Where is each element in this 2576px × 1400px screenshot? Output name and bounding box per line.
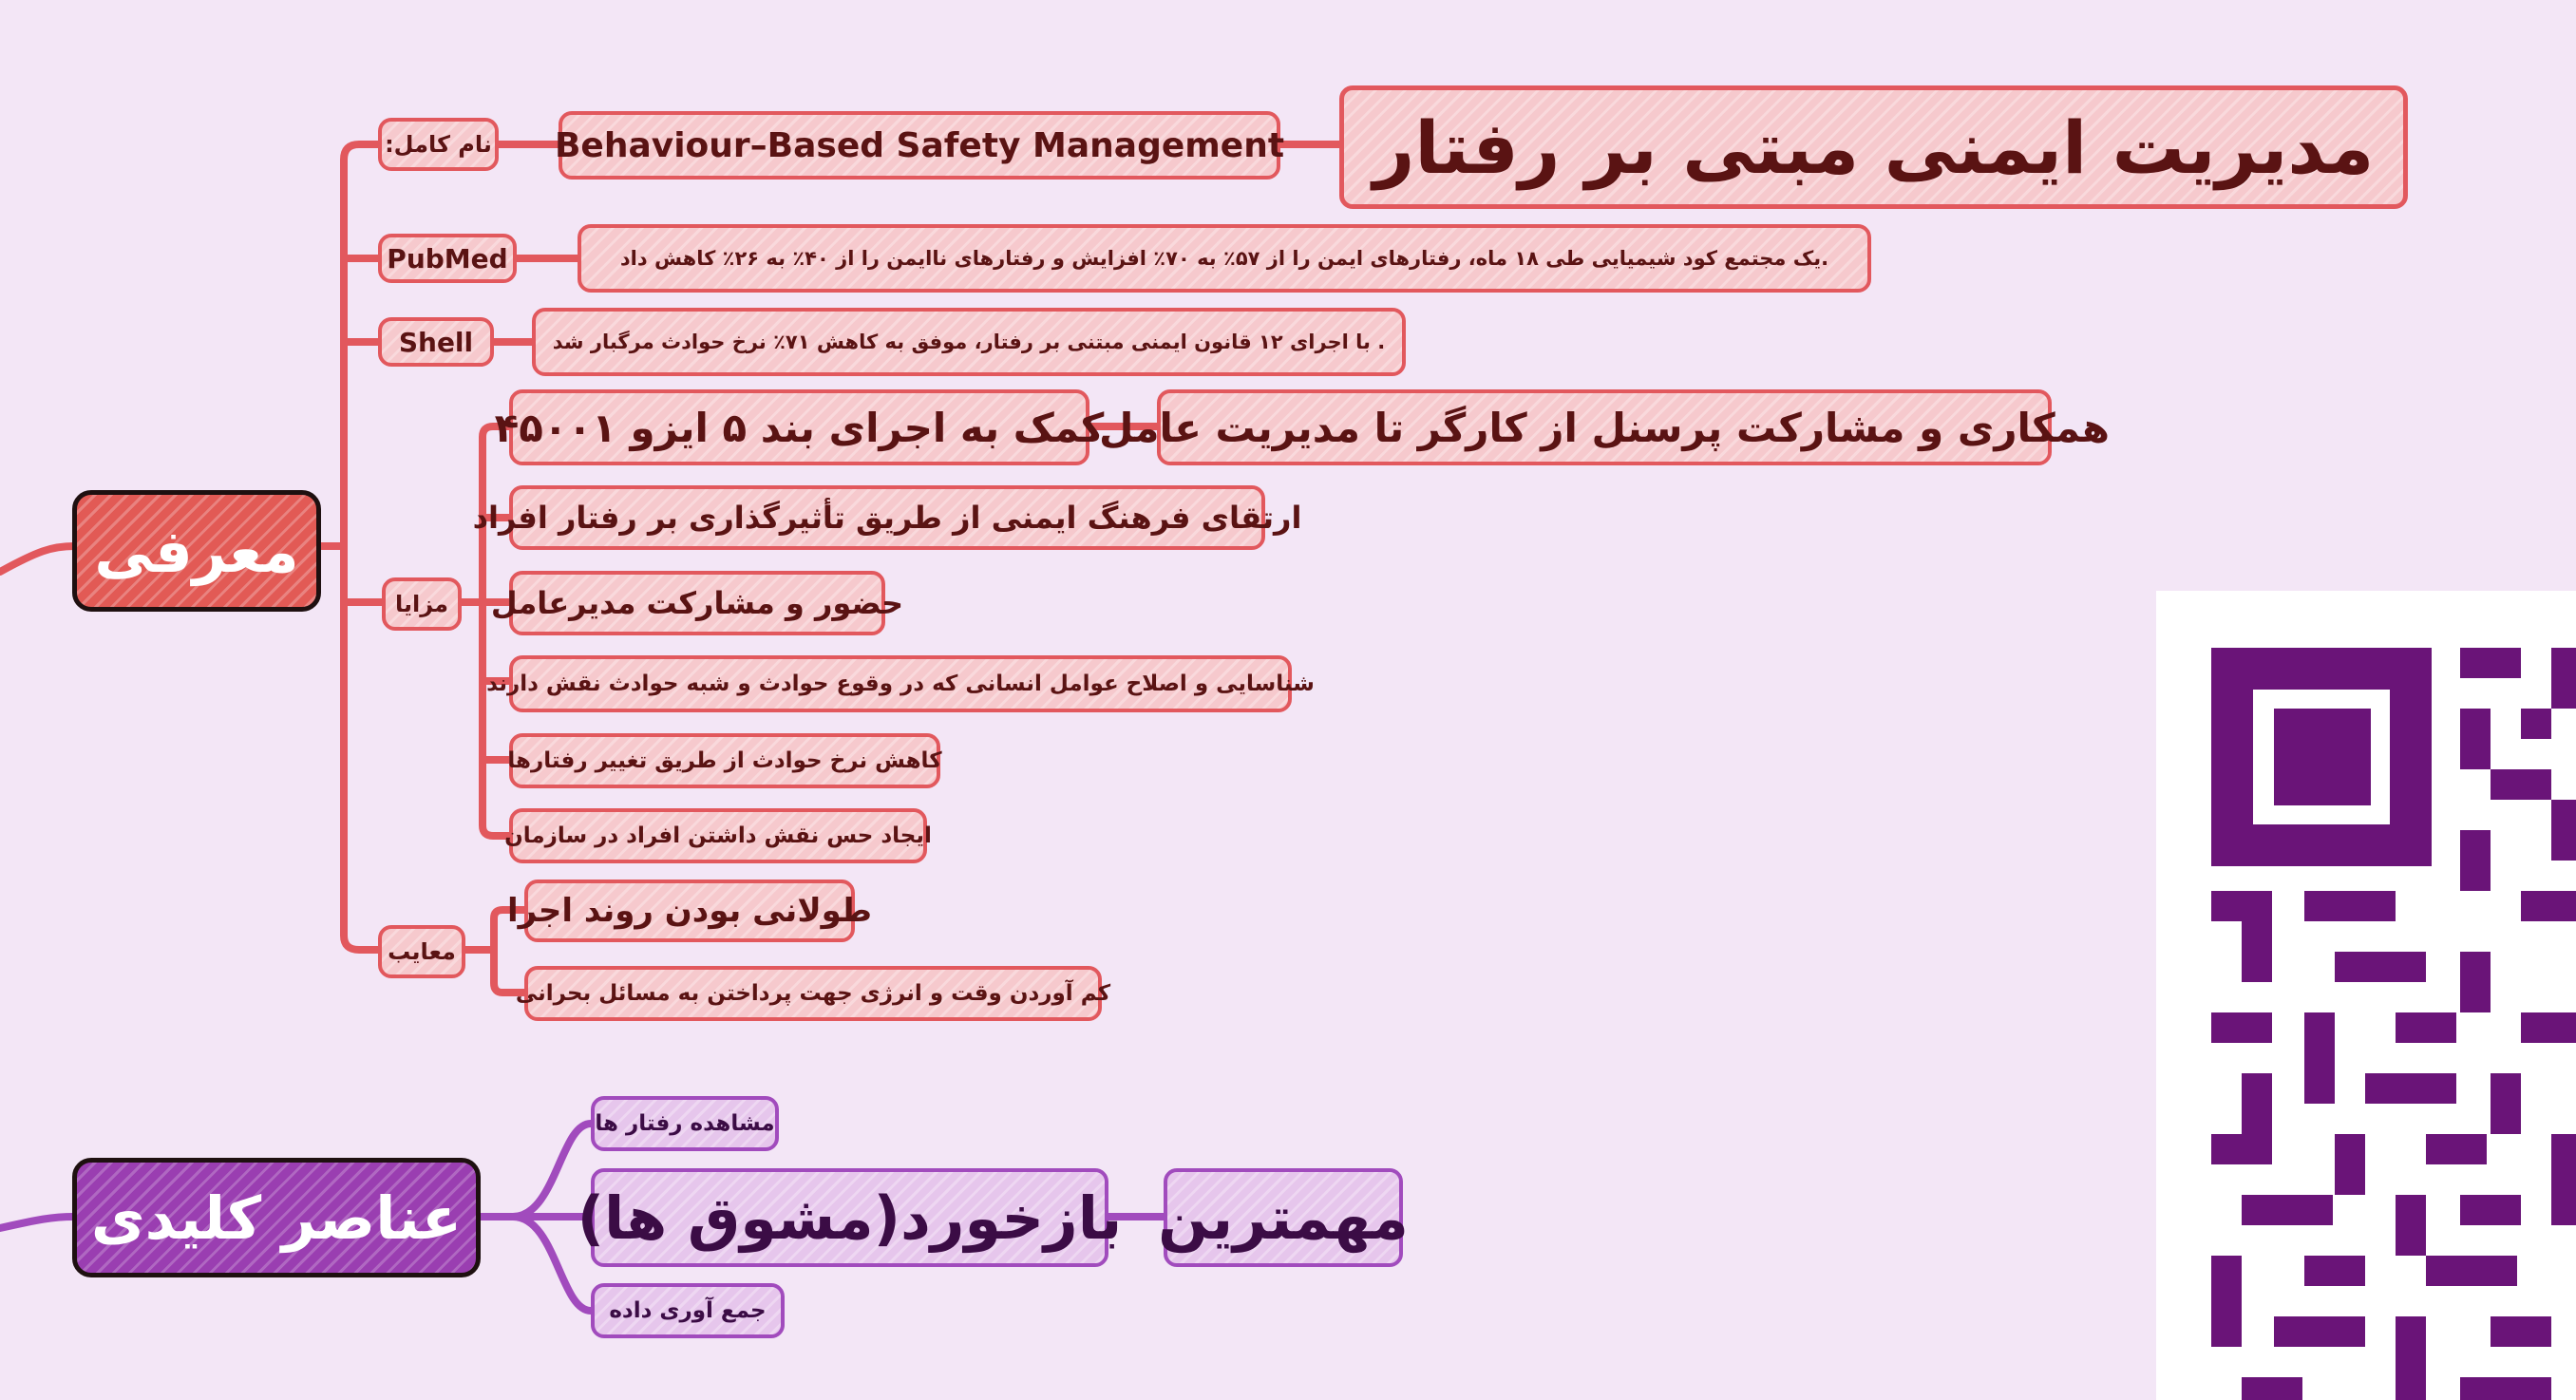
advantage-item[interactable] bbox=[494, 389, 1105, 465]
intro-main-topic[interactable] bbox=[72, 490, 321, 612]
shell-text-node[interactable] bbox=[532, 308, 1406, 376]
advantage-item[interactable] bbox=[490, 571, 904, 635]
key-element-item-text: بازخورد(مشوق ها) bbox=[577, 1182, 1123, 1253]
title-text: مدیریت ایمنی مبتی بر رفتار bbox=[1373, 104, 2375, 190]
english-name-text: Behaviour–Based Safety Management bbox=[554, 125, 1285, 165]
intro-main-topic-label: معرفی bbox=[94, 516, 299, 586]
pubmed-label-node[interactable] bbox=[378, 234, 517, 283]
key-element-item[interactable] bbox=[591, 1096, 779, 1151]
disadvantage-item[interactable] bbox=[515, 966, 1111, 1021]
shell-text: . با اجرای ۱۲ قانون ایمنی مبتنی بر رفتار، موفق به کاهش ۷۱٪ نرخ حوادث مرگبار شد bbox=[552, 331, 1386, 353]
advantage-item[interactable] bbox=[472, 485, 1302, 550]
advantage-item-text: حضور و مشارکت مدیرعامل bbox=[490, 585, 904, 621]
advantage-detail-text: همکاری و مشارکت پرسنل از کارگر تا مدیریت عامل bbox=[1098, 404, 2111, 451]
disadvantage-item-text: کم آوردن وقت و انرژی جهت پرداختن به مسائل بحرانی bbox=[515, 981, 1111, 1006]
advantage-detail-node[interactable] bbox=[1098, 389, 2111, 465]
advantage-item-text: شناسایی و اصلاح عوامل انسانی که در وقوع حوادث و شبه حوادث نقش دارند bbox=[486, 672, 1315, 696]
advantage-item[interactable] bbox=[504, 808, 932, 863]
disadvantage-item[interactable] bbox=[507, 880, 872, 942]
qr-code-pattern bbox=[2156, 591, 2576, 1400]
most-important-node[interactable] bbox=[1158, 1168, 1409, 1267]
key-element-item-text: جمع آوری داده bbox=[609, 1298, 767, 1323]
advantage-item[interactable] bbox=[486, 655, 1315, 712]
advantage-item-text: ارتقای فرهنگ ایمنی از طریق تأثیرگذاری بر رفتار افراد bbox=[472, 500, 1302, 536]
pubmed-text: .یک مجتمع کود شیمیایی طی ۱۸ ماه، رفتارهای ایمن را از ۵۷٪ به ۷۰٪ افزایش و رفتارهای ناایمن را از ۴۰٪ به ۲۶٪ کاهش داد bbox=[619, 247, 1829, 270]
full-name-label-node[interactable] bbox=[378, 118, 499, 171]
pubmed-text-node[interactable] bbox=[578, 224, 1871, 293]
key-element-item-text: مشاهده رفتار ها bbox=[595, 1111, 775, 1136]
pubmed-label: PubMed bbox=[387, 242, 508, 274]
advantage-item[interactable] bbox=[509, 733, 940, 788]
disadvantages-label-node[interactable] bbox=[378, 925, 465, 978]
advantage-item-text: کاهش نرخ حوادث از طریق تغییر رفتارها bbox=[507, 748, 942, 773]
key-element-item[interactable] bbox=[591, 1283, 785, 1338]
shell-label: Shell bbox=[398, 326, 474, 358]
english-name-node[interactable] bbox=[554, 111, 1285, 180]
shell-label-node[interactable] bbox=[378, 317, 494, 367]
advantage-item-text: کمک به اجرای بند ۵ ایزو ۴۵۰۰۱ bbox=[494, 404, 1105, 451]
key-elements-main-topic-label: عناصر کلیدی bbox=[90, 1182, 463, 1253]
most-important-text: مهمترین bbox=[1158, 1182, 1409, 1253]
disadvantage-item-text: طولانی بودن روند اجرا bbox=[507, 892, 872, 930]
title-node[interactable] bbox=[1339, 85, 2408, 209]
advantages-label-node[interactable] bbox=[382, 577, 462, 631]
key-elements-main-topic[interactable] bbox=[72, 1158, 481, 1277]
disadvantages-label: معایب bbox=[388, 938, 456, 965]
advantage-item-text: ایجاد حس نقش داشتن افراد در سازمان bbox=[504, 823, 932, 848]
full-name-label: نام کامل: bbox=[385, 131, 492, 158]
qr-code[interactable] bbox=[2156, 591, 2576, 1400]
advantages-label: مزایا bbox=[394, 591, 449, 617]
key-element-item[interactable] bbox=[577, 1168, 1123, 1267]
